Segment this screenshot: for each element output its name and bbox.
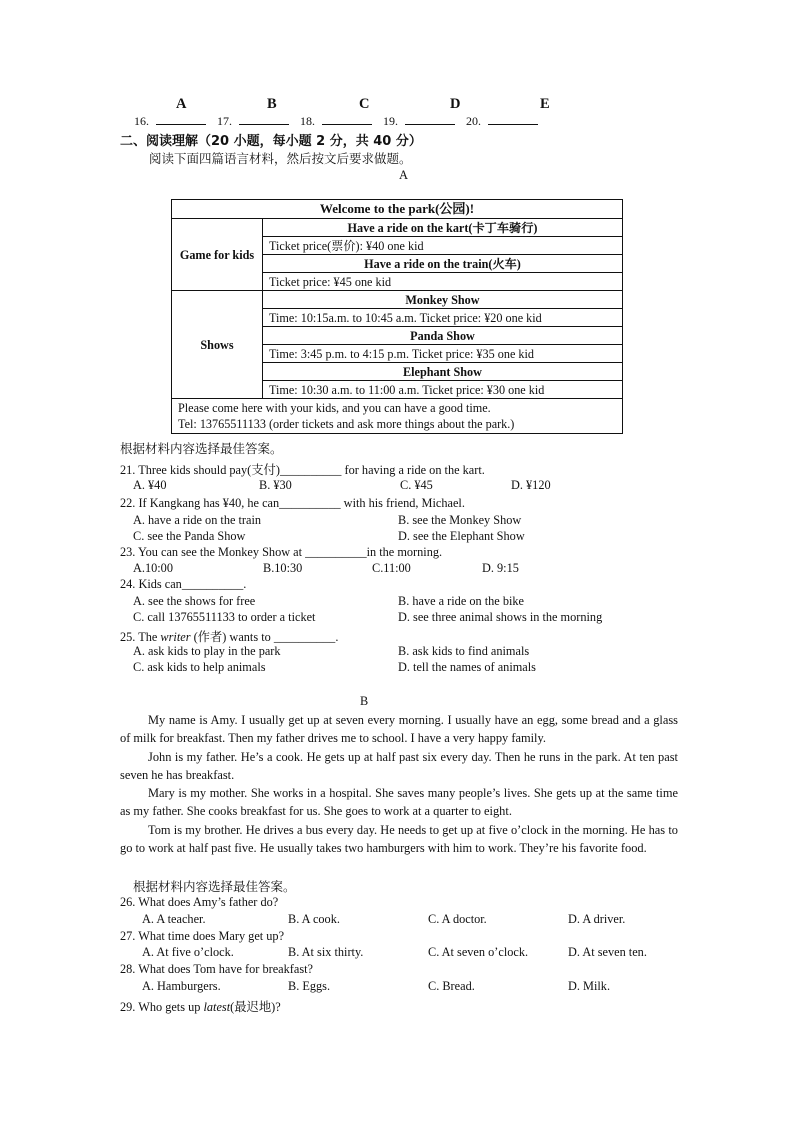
paragraph: Mary is my mother. She works in a hospital. She saves many people’s lives. She gets up at the same time as my father. She cooks breakfast for us. She goes to work at a quarter to eight. (120, 786, 678, 819)
option-d[interactable]: D. 9:15 (482, 561, 519, 575)
section-title: 二、阅读理解 (120, 134, 199, 149)
note-line: Please come here with your kids, and you can have a good time. (178, 401, 491, 415)
stem-text: (作者) wants to __________. (190, 630, 339, 644)
option-d[interactable]: D. tell the names of animals (398, 660, 536, 674)
question-stem: 28. What does Tom have for breakfast? (120, 962, 313, 976)
blank-number: 16. (134, 114, 149, 128)
letter-e: E (540, 96, 550, 112)
section-instruction: 阅读下面四篇语言材料，然后按文后要求做题。 (149, 151, 412, 166)
blank-line[interactable] (322, 114, 372, 125)
option-d[interactable]: D. Milk. (568, 979, 611, 993)
stem-text: 29. Who gets up (120, 1000, 204, 1014)
letter-d: D (450, 96, 461, 112)
shows-category: Shows (172, 291, 263, 399)
option-b[interactable]: B. ¥30 (259, 478, 292, 492)
park-info-table (171, 199, 623, 434)
game-name: Have a ride on the train(火车) (263, 255, 623, 273)
option-a[interactable]: A. see the shows for free (133, 594, 256, 608)
option-d[interactable]: D. see three animal shows in the morning (398, 610, 603, 624)
passage-a-instruction: 根据材料内容选择最佳答案。 (120, 441, 283, 456)
show-name: Panda Show (263, 327, 623, 345)
question-stem: 24. Kids can__________. (120, 577, 247, 591)
option-c[interactable]: C.11:00 (372, 561, 411, 575)
option-a[interactable]: A.10:00 (133, 561, 173, 575)
blank-line[interactable] (156, 114, 206, 125)
question-stem: 23. You can see the Monkey Show at __________in the morning. (120, 545, 443, 559)
game-detail: Ticket price: ¥45 one kid (263, 273, 623, 291)
stem-text: 25. The (120, 630, 161, 644)
option-d[interactable]: D. see the Elephant Show (398, 529, 525, 543)
blank-line[interactable] (488, 114, 538, 125)
option-a[interactable]: A. ¥40 (133, 478, 167, 492)
game-detail: Ticket price(票价): ¥40 one kid (263, 237, 623, 255)
option-a[interactable]: A. A teacher. (142, 912, 206, 926)
answer-blanks-16-20 (134, 114, 538, 129)
option-c[interactable]: C. A doctor. (428, 912, 487, 926)
blank-number: 20. (466, 114, 481, 128)
option-b[interactable]: B. see the Monkey Show (398, 513, 522, 527)
question-stem: 26. What does Amy’s father do? (120, 895, 279, 909)
question-stem (120, 997, 281, 1015)
option-c[interactable]: C. call 13765511133 to order a ticket (133, 610, 316, 624)
option-b[interactable]: B.10:30 (263, 561, 303, 575)
stem-text: (最迟地)? (230, 1000, 281, 1014)
letter-b: B (267, 96, 277, 112)
show-name: Monkey Show (263, 291, 623, 309)
passage-b-text (120, 711, 678, 857)
option-d[interactable]: D. ¥120 (511, 478, 551, 492)
letter-c: C (359, 96, 370, 112)
stem-italic-word: latest (203, 1000, 231, 1014)
question-stem: 21. Three kids should pay(支付)__________ for having a ride on the kart. (120, 463, 485, 477)
note-line: Tel: 13765511133 (order tickets and ask more things about the park.) (178, 417, 515, 431)
option-a[interactable]: A. have a ride on the train (133, 513, 262, 527)
letter-a: A (176, 96, 187, 112)
show-detail: Time: 3:45 p.m. to 4:15 p.m. Ticket price: ¥35 one kid (263, 345, 623, 363)
passage-b-instruction: 根据材料内容选择最佳答案。 (133, 879, 296, 894)
option-c[interactable]: C. see the Panda Show (133, 529, 246, 543)
paragraph: John is my father. He’s a cook. He gets up at half past six every day. Then he runs in the park. At ten past seven he has breakfast. (120, 749, 678, 782)
section-score-detail: （20 小题，每小题 2 分，共 40 分） (198, 134, 422, 149)
stem-italic-word: writer (160, 630, 191, 644)
blank-number: 19. (383, 114, 398, 128)
option-a[interactable]: A. ask kids to play in the park (133, 644, 281, 658)
blank-line[interactable] (239, 114, 289, 125)
paragraph: My name is Amy. I usually get up at seven every morning. I usually have an egg, some bread and a glass of milk for breakfast. Then my father drives me to school. I have a very happy family. (120, 713, 678, 746)
section-heading (120, 130, 422, 149)
passage-b-label: B (360, 694, 369, 708)
option-b[interactable]: B. ask kids to find animals (398, 644, 530, 658)
option-c[interactable]: C. ask kids to help animals (133, 660, 266, 674)
blank-number: 18. (300, 114, 315, 128)
game-name: Have a ride on the kart(卡丁车骑行) (263, 219, 623, 237)
option-c[interactable]: C. At seven o’clock. (428, 945, 529, 959)
blank-line[interactable] (405, 114, 455, 125)
paragraph: Tom is my brother. He drives a bus every day. He needs to get up at five o’clock in the morning. He has to go to work at half past five. He usually takes two hamburgers with him to work. They’re his favorite food. (120, 822, 678, 856)
option-b[interactable]: B. At six thirty. (288, 945, 364, 959)
question-stem: 22. If Kangkang has ¥40, he can__________ with his friend, Michael. (120, 496, 465, 510)
option-c[interactable]: C. ¥45 (400, 478, 433, 492)
show-detail: Time: 10:15a.m. to 10:45 a.m. Ticket price: ¥20 one kid (263, 309, 623, 327)
question-stem (120, 627, 338, 645)
games-category: Game for kids (172, 219, 263, 291)
answer-letter-row (0, 96, 794, 114)
table-title: Welcome to the park(公园)! (172, 200, 623, 219)
question-stem: 27. What time does Mary get up? (120, 929, 285, 943)
option-a[interactable]: A. Hamburgers. (142, 979, 221, 993)
passage-a-label: A (399, 168, 409, 182)
show-name: Elephant Show (263, 363, 623, 381)
option-b[interactable]: B. A cook. (288, 912, 340, 926)
show-detail: Time: 10:30 a.m. to 11:00 a.m. Ticket price: ¥30 one kid (263, 381, 623, 399)
option-b[interactable]: B. Eggs. (288, 979, 331, 993)
option-a[interactable]: A. At five o’clock. (142, 945, 234, 959)
blank-number: 17. (217, 114, 232, 128)
option-c[interactable]: C. Bread. (428, 979, 475, 993)
table-note (172, 399, 623, 434)
option-b[interactable]: B. have a ride on the bike (398, 594, 525, 608)
option-d[interactable]: D. At seven ten. (568, 945, 647, 959)
option-d[interactable]: D. A driver. (568, 912, 626, 926)
